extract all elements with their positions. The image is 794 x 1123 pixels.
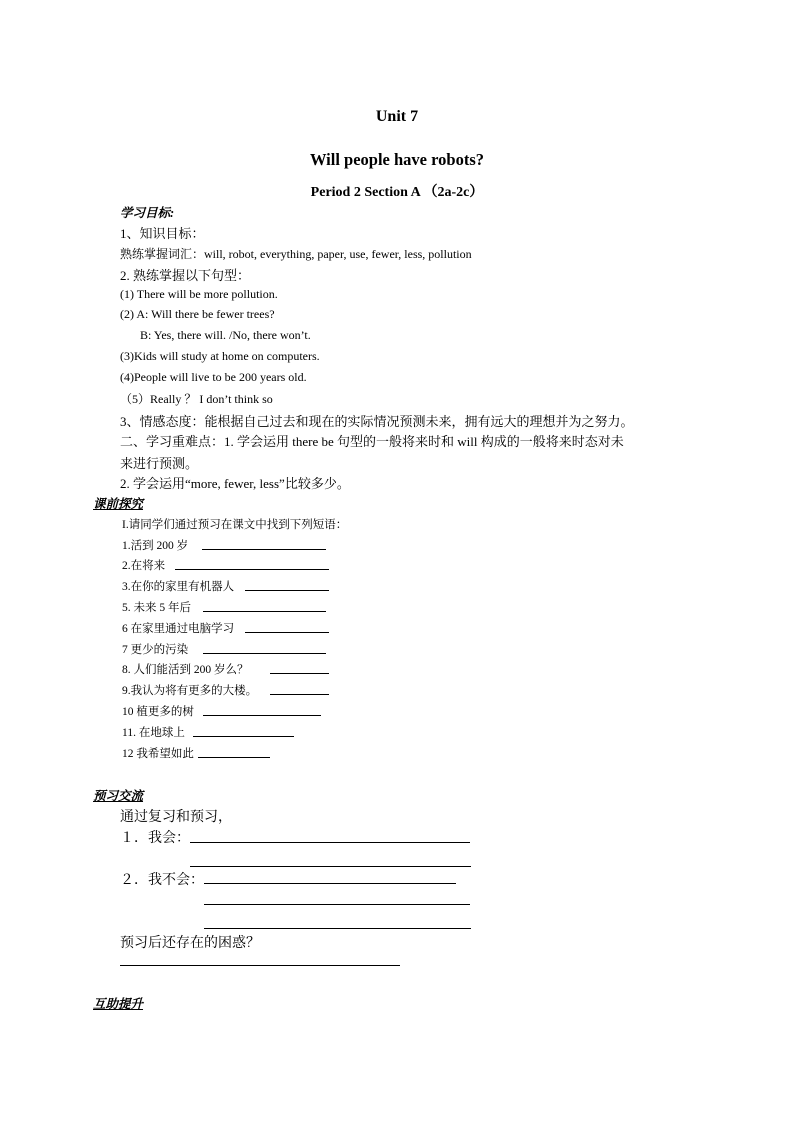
answer-line[interactable] (203, 611, 326, 612)
pattern-line: （5）Really ？ I don’t think so (120, 392, 273, 406)
phrase-item: 10 植更多的树 (122, 706, 194, 718)
doubts-label: 预习后还存在的困惑？ (120, 936, 260, 951)
answer-line[interactable] (270, 673, 329, 674)
cannot-answer-line[interactable] (204, 904, 470, 905)
doubts-answer-line[interactable] (120, 965, 400, 966)
improve-heading: 互助提升 (93, 997, 144, 1011)
phrase-item: 3.在你的家里有机器人 (122, 581, 235, 593)
pattern-line: (2) A: Will there be fewer trees? (120, 307, 275, 321)
key-points-line: 2. 学会运用“more, fewer, less”比较多少。 (120, 476, 350, 491)
phrase-item: 6 在家里通过电脑学习 (122, 623, 235, 635)
answer-line[interactable] (245, 590, 329, 591)
can-answer-line[interactable] (190, 866, 471, 867)
exchange-heading: 预习交流 (93, 789, 144, 803)
cannot-answer-line[interactable] (204, 928, 471, 929)
phrase-item: 11. 在地球上 (122, 727, 185, 739)
period-subtitle: Period 2 Section A （2a-2c） (310, 185, 484, 200)
pattern-line: (3)Kids will study at home on computers. (120, 349, 320, 363)
answer-line[interactable] (270, 694, 329, 695)
answer-line[interactable] (202, 549, 326, 550)
pattern-line: (1) There will be more pollution. (120, 287, 278, 301)
answer-line[interactable] (193, 736, 294, 737)
knowledge-heading: 1、知识目标： (120, 226, 205, 241)
can-answer-line[interactable] (190, 842, 470, 843)
pattern-line: B: Yes, there will. /No, there won’t. (140, 328, 311, 342)
phrase-item: 8. 人们能活到 200 岁么？ (122, 664, 249, 676)
preview-instruction: I.请同学们通过预习在课文中找到下列短语： (122, 519, 348, 531)
can-label: １．我会： (120, 831, 190, 846)
unit-title: Unit 7 (375, 108, 419, 125)
attitude-line: 3、情感态度：能根据自己过去和现在的实际情况预测未来，拥有远大的理想并为之努力。 (120, 414, 634, 429)
phrase-item: 5. 未来 5 年后 (122, 602, 191, 614)
patterns-heading: 2. 熟练掌握以下句型： (120, 268, 251, 283)
cannot-answer-line[interactable] (204, 883, 456, 884)
vocab-line: 熟练掌握词汇：will, robot, everything, paper, use, fewer, less, pollution (120, 247, 472, 261)
answer-line[interactable] (203, 653, 326, 654)
answer-line[interactable] (245, 632, 329, 633)
preview-heading: 课前探究 (93, 497, 144, 511)
key-points-line: 来进行预测。 (120, 456, 199, 471)
objectives-heading: 学习目标: (120, 206, 175, 220)
pattern-line: (4)People will live to be 200 years old. (120, 370, 307, 384)
key-points-line: 二、学习重难点：1. 学会运用 there be 句型的一般将来时和 will 构成的一般将来时态对未 (120, 434, 624, 449)
phrase-item: 1.活到 200 岁 (122, 540, 189, 552)
lesson-title: Will people have robots? (309, 150, 485, 169)
answer-line[interactable] (175, 569, 329, 570)
answer-line[interactable] (198, 757, 270, 758)
phrase-item: 9.我认为将有更多的大楼。 (122, 685, 258, 697)
phrase-item: 7 更少的污染 (122, 644, 189, 656)
answer-line[interactable] (203, 715, 321, 716)
phrase-item: 12 我希望如此 (122, 748, 194, 760)
cannot-label: ２．我不会： (120, 873, 204, 888)
phrase-item: 2.在将来 (122, 560, 166, 572)
exchange-intro: 通过复习和预习， (120, 810, 232, 825)
